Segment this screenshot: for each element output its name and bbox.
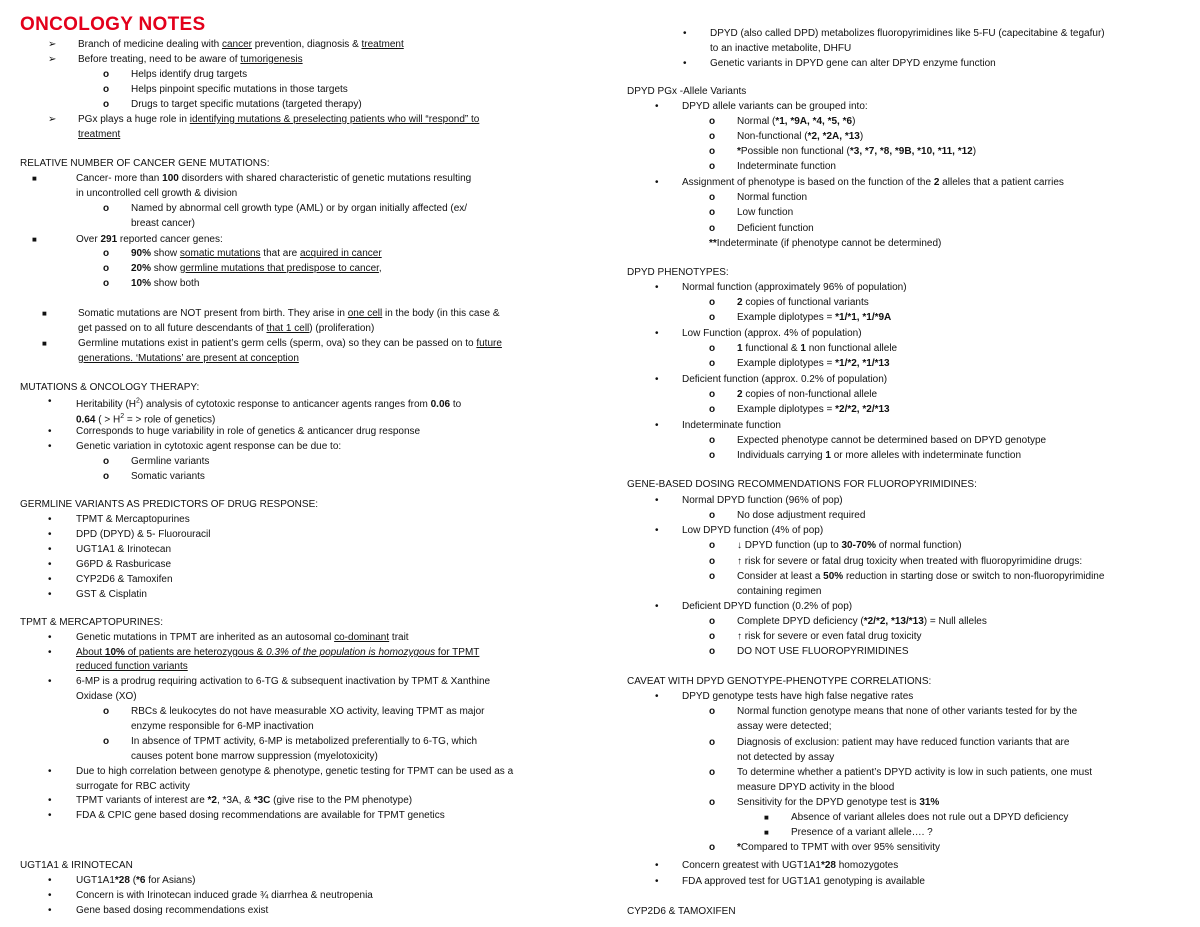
- dot-bullet-icon: •: [48, 632, 52, 643]
- list-item: ■ Absence of variant alleles does not rule out a DPYD deficiency: [764, 812, 1069, 823]
- dot-bullet-icon: •: [48, 544, 52, 555]
- circle-bullet-icon: o: [103, 84, 110, 95]
- circle-bullet-icon: o: [709, 616, 716, 627]
- list-item: • Genetic variation in cytotoxic agent response can be due to:: [48, 441, 342, 452]
- list-item: • Low DPYD function (4% of pop): [655, 525, 824, 536]
- intro-line-3-cont: treatment: [78, 129, 121, 140]
- circle-bullet-icon: o: [103, 263, 110, 274]
- list-item: o Example diplotypes = *1/*2, *1/*13: [709, 358, 890, 369]
- section-heading-allele: DPYD PGx -Allele Variants: [627, 86, 747, 97]
- list-item: o *Compared to TPMT with over 95% sensitivity: [709, 842, 941, 853]
- circle-bullet-icon: o: [709, 631, 716, 642]
- section-heading-phenotypes: DPYD PHENOTYPES:: [627, 267, 729, 278]
- dot-bullet-icon: •: [655, 420, 659, 431]
- list-item: o Individuals carrying 1 or more alleles with indeterminate function: [709, 450, 1022, 461]
- list-item: • Normal function (approximately 96% of population): [655, 282, 907, 293]
- list-item: o 2 copies of functional variants: [709, 297, 869, 308]
- list-item: • Due to high correlation between genotype & phenotype, genetic testing for TPMT can be used as a: [48, 766, 514, 777]
- list-item-note: **Indeterminate (if phenotype cannot be determined): [709, 238, 942, 249]
- list-item-cont: 0.64 ( > $H^2$ = > role of genetics): [76, 413, 216, 426]
- circle-bullet-icon: o: [709, 297, 716, 308]
- list-item: o Consider at least a 50% reduction in starting dose or switch to non-fluoropyrimidine: [709, 571, 1105, 582]
- list-item: ■ Presence of a variant allele…. ?: [764, 827, 933, 838]
- list-item: o To determine whether a patient’s DPYD activity is low in such patients, one must: [709, 767, 1092, 778]
- section-heading-germline: GERMLINE VARIANTS AS PREDICTORS OF DRUG RESPONSE:: [20, 499, 319, 510]
- list-item: • UGT1A1 & Irinotecan: [48, 544, 172, 555]
- circle-bullet-icon: o: [709, 146, 716, 157]
- circle-bullet-icon: o: [709, 706, 716, 717]
- list-item: ■ Cancer- more than 100 disorders with shared characteristic of genetic mutations resulting: [32, 173, 472, 184]
- list-item-cont: containing regimen: [737, 586, 822, 597]
- list-item: o ↑ risk for severe or even fatal drug toxicity: [709, 631, 922, 642]
- circle-bullet-icon: o: [709, 343, 716, 354]
- list-item: o Diagnosis of exclusion: patient may have reduced function variants that are: [709, 737, 1070, 748]
- list-item: • TPMT & Mercaptopurines: [48, 514, 190, 525]
- dot-bullet-icon: •: [48, 529, 52, 540]
- list-item: • DPYD genotype tests have high false negative rates: [655, 691, 914, 702]
- list-item: • GST & Cisplatin: [48, 589, 147, 600]
- dot-bullet-icon: •: [48, 676, 52, 687]
- circle-bullet-icon: o: [103, 706, 110, 717]
- section-heading-mutations: MUTATIONS & ONCOLOGY THERAPY:: [20, 382, 200, 393]
- list-item-cont: surrogate for RBC activity: [76, 781, 190, 792]
- arrow-bullet-icon: ➢: [48, 114, 57, 125]
- dot-bullet-icon: •: [48, 905, 52, 916]
- list-item-cont: Oxidase (XO): [76, 691, 137, 702]
- dot-bullet-icon: •: [683, 28, 687, 39]
- list-item: o 20% show germline mutations that predispose to cancer,: [103, 263, 382, 274]
- square-bullet-icon: ■: [32, 235, 37, 244]
- list-item: • FDA approved test for UGT1A1 genotyping is available: [655, 876, 925, 887]
- dot-bullet-icon: •: [48, 766, 52, 777]
- circle-bullet-icon: o: [103, 456, 110, 467]
- list-item: • Deficient function (approx. 0.2% of population): [655, 374, 888, 385]
- list-item: o Named by abnormal cell growth type (AML) or by organ initially affected (ex/: [103, 203, 468, 214]
- dot-bullet-icon: •: [48, 396, 52, 407]
- list-item: o ↑ risk for severe or fatal drug toxicity when treated with fluoropyrimidine drugs:: [709, 556, 1083, 567]
- list-item-cont: reduced function variants: [76, 661, 188, 672]
- dot-bullet-icon: •: [48, 795, 52, 806]
- list-item: • G6PD & Rasburicase: [48, 559, 172, 570]
- circle-bullet-icon: o: [103, 248, 110, 259]
- list-item: • 6-MP is a prodrug requiring activation to 6-TG & subsequent inactivation by TPMT & Xanthine: [48, 676, 491, 687]
- circle-bullet-icon: o: [709, 435, 716, 446]
- list-item: o Example diplotypes = *1/*1, *1/*9A: [709, 312, 892, 323]
- dot-bullet-icon: •: [48, 574, 52, 585]
- list-item: • Indeterminate function: [655, 420, 781, 431]
- list-item: • Normal DPYD function (96% of pop): [655, 495, 843, 506]
- dot-bullet-icon: •: [48, 426, 52, 437]
- dot-bullet-icon: •: [655, 328, 659, 339]
- circle-bullet-icon: o: [103, 99, 110, 110]
- section-heading-relative: RELATIVE NUMBER OF CANCER GENE MUTATIONS:: [20, 158, 270, 169]
- list-item: • Heritability $(H^2)$ analysis of cytotoxic response to anticancer agents ranges from 0.06 to: [48, 396, 462, 411]
- list-item: • Concern greatest with UGT1A1*28 homozygotes: [655, 860, 899, 871]
- square-bullet-icon: ■: [42, 309, 47, 318]
- list-item: o ↓ DPYD function (up to 30-70% of normal function): [709, 540, 962, 551]
- dot-bullet-icon: •: [48, 589, 52, 600]
- list-item: o Low function: [709, 207, 794, 218]
- list-item-cont: to an inactive metabolite, DHFU: [710, 43, 852, 54]
- list-item-cont: generations. ‘Mutations’ are present at conception: [78, 353, 299, 364]
- dot-bullet-icon: •: [655, 601, 659, 612]
- dot-bullet-icon: •: [48, 514, 52, 525]
- circle-bullet-icon: o: [103, 471, 110, 482]
- page-title: ONCOLOGY NOTES: [20, 14, 206, 35]
- dot-bullet-icon: •: [655, 101, 659, 112]
- list-item: o DO NOT USE FLUOROPYRIMIDINES: [709, 646, 909, 657]
- list-item: o 10% show both: [103, 278, 200, 289]
- circle-bullet-icon: o: [709, 312, 716, 323]
- list-item: • DPYD allele variants can be grouped into:: [655, 101, 868, 112]
- list-item: ■ Somatic mutations are NOT present from birth. They arise in one cell in the body (in this case &: [42, 308, 500, 319]
- list-item: o *Possible non functional (*3, *7, *8, *9B, *10, *11, *12): [709, 146, 977, 157]
- list-item: o Helps identify drug targets: [103, 69, 248, 80]
- list-item: • UGT1A1*28 (*6 for Asians): [48, 875, 196, 886]
- circle-bullet-icon: o: [103, 736, 110, 747]
- list-item-cont: in uncontrolled cell growth & division: [76, 188, 238, 199]
- dot-bullet-icon: •: [48, 890, 52, 901]
- circle-bullet-icon: o: [709, 767, 716, 778]
- circle-bullet-icon: o: [709, 207, 716, 218]
- circle-bullet-icon: o: [709, 223, 716, 234]
- list-item: o No dose adjustment required: [709, 510, 866, 521]
- dot-bullet-icon: •: [655, 495, 659, 506]
- list-item-cont: breast cancer): [131, 218, 195, 229]
- list-item: o Normal function genotype means that none of other variants tested for by the: [709, 706, 1078, 717]
- square-bullet-icon: ■: [32, 174, 37, 183]
- list-item-cont: enzyme responsible for 6-MP inactivation: [131, 721, 314, 732]
- circle-bullet-icon: o: [709, 737, 716, 748]
- list-item: • Corresponds to huge variability in role of genetics & anticancer drug response: [48, 426, 421, 437]
- list-item-cont: assay were detected;: [737, 721, 832, 732]
- list-item: o Indeterminate function: [709, 161, 836, 172]
- list-item: o Example diplotypes = *2/*2, *2/*13: [709, 404, 890, 415]
- list-item: • Genetic mutations in TPMT are inherited as an autosomal co-dominant trait: [48, 632, 409, 643]
- circle-bullet-icon: o: [103, 203, 110, 214]
- list-item: • Concern is with Irinotecan induced grade ¾ diarrhea & neutropenia: [48, 890, 373, 901]
- dot-bullet-icon: •: [48, 647, 52, 658]
- circle-bullet-icon: o: [103, 278, 110, 289]
- list-item: • FDA & CPIC gene based dosing recommendations are available for TPMT genetics: [48, 810, 445, 821]
- list-item: • About 10% of patients are heterozygous & 0.3% of the population is homozygous for TPMT: [48, 647, 480, 658]
- list-item: ■ Germline mutations exist in patient’s germ cells (sperm, ova) so they can be passed on to future: [42, 338, 502, 349]
- circle-bullet-icon: o: [709, 797, 716, 808]
- arrow-bullet-icon: ➢: [48, 54, 57, 65]
- list-item: • Gene based dosing recommendations exist: [48, 905, 269, 916]
- list-item: o Expected phenotype cannot be determined based on DPYD genotype: [709, 435, 1047, 446]
- dot-bullet-icon: •: [655, 860, 659, 871]
- list-item: o Sensitivity for the DPYD genotype test is 31%: [709, 797, 940, 808]
- list-item-cont: get passed on to all future descendants of that 1 cell) (proliferation): [78, 323, 375, 334]
- circle-bullet-icon: o: [709, 842, 716, 853]
- section-heading-cyp: CYP2D6 & TAMOXIFEN: [627, 906, 736, 917]
- circle-bullet-icon: o: [709, 131, 716, 142]
- dot-bullet-icon: •: [655, 876, 659, 887]
- list-item: o Complete DPYD deficiency (*2/*2, *13/*13) = Null alleles: [709, 616, 987, 627]
- circle-bullet-icon: o: [103, 69, 110, 80]
- list-item: • DPYD (also called DPD) metabolizes fluoropyrimidines like 5-FU (capecitabine & tegafur): [683, 28, 1105, 39]
- list-item: o RBCs & leukocytes do not have measurable XO activity, leaving TPMT as major: [103, 706, 485, 717]
- list-item-cont: not detected by assay: [737, 752, 835, 763]
- square-bullet-icon: ■: [764, 813, 769, 822]
- section-heading-caveat: CAVEAT WITH DPYD GENOTYPE-PHENOTYPE CORRELATIONS:: [627, 676, 932, 687]
- list-item: • Low Function (approx. 4% of population): [655, 328, 862, 339]
- list-item: o Normal function: [709, 192, 808, 203]
- circle-bullet-icon: o: [709, 556, 716, 567]
- list-item: • Genetic variants in DPYD gene can alter DPYD enzyme function: [683, 58, 996, 69]
- list-item: o 90% show somatic mutations that are acquired in cancer: [103, 248, 382, 259]
- intro-line-3: ➢ PGx plays a huge role in identifying mutations & preselecting patients who will “respond” to: [48, 114, 480, 125]
- list-item: • CYP2D6 & Tamoxifen: [48, 574, 173, 585]
- dot-bullet-icon: •: [655, 177, 659, 188]
- circle-bullet-icon: o: [709, 161, 716, 172]
- list-item: o Drugs to target specific mutations (targeted therapy): [103, 99, 362, 110]
- circle-bullet-icon: o: [709, 450, 716, 461]
- list-item: • Deficient DPYD function (0.2% of pop): [655, 601, 853, 612]
- list-item: ■ Over 291 reported cancer genes:: [32, 234, 223, 245]
- list-item: • DPD (DPYD) & 5- Fluorouracil: [48, 529, 211, 540]
- dot-bullet-icon: •: [655, 282, 659, 293]
- list-item-cont: measure DPYD activity in the blood: [737, 782, 895, 793]
- circle-bullet-icon: o: [709, 571, 716, 582]
- circle-bullet-icon: o: [709, 646, 716, 657]
- list-item: o 2 copies of non-functional allele: [709, 389, 878, 400]
- dot-bullet-icon: •: [655, 525, 659, 536]
- list-item-cont: causes potent bone marrow suppression (myelotoxicity): [131, 751, 378, 762]
- up-arrow-icon: ↑: [737, 631, 742, 642]
- up-arrow-icon: ↑: [737, 556, 742, 567]
- dot-bullet-icon: •: [655, 374, 659, 385]
- intro-line-2: ➢ Before treating, need to be aware of tumorigenesis: [48, 54, 303, 65]
- circle-bullet-icon: o: [709, 116, 716, 127]
- arrow-bullet-icon: ➢: [48, 39, 57, 50]
- square-bullet-icon: ■: [42, 339, 47, 348]
- section-heading-dosing: GENE-BASED DOSING RECOMMENDATIONS FOR FLUOROPYRIMIDINES:: [627, 479, 977, 490]
- intro-line-1: ➢ Branch of medicine dealing with cancer prevention, diagnosis & treatment: [48, 39, 404, 50]
- square-bullet-icon: ■: [764, 828, 769, 837]
- dot-bullet-icon: •: [48, 559, 52, 570]
- list-item: • Assignment of phenotype is based on the function of the 2 alleles that a patient carries: [655, 177, 1064, 188]
- circle-bullet-icon: o: [709, 192, 716, 203]
- circle-bullet-icon: o: [709, 540, 716, 551]
- circle-bullet-icon: o: [709, 358, 716, 369]
- section-heading-tpmt: TPMT & MERCAPTOPURINES:: [20, 617, 163, 628]
- list-item: o Non-functional (*2, *2A, *13): [709, 131, 864, 142]
- dot-bullet-icon: •: [683, 58, 687, 69]
- dot-bullet-icon: •: [48, 441, 52, 452]
- down-arrow-icon: ↓: [737, 540, 742, 551]
- list-item: o Deficient function: [709, 223, 814, 234]
- section-heading-ugt: UGT1A1 & IRINOTECAN: [20, 860, 133, 871]
- list-item: o Germline variants: [103, 456, 210, 467]
- circle-bullet-icon: o: [709, 510, 716, 521]
- dot-bullet-icon: •: [48, 875, 52, 886]
- dot-bullet-icon: •: [655, 691, 659, 702]
- circle-bullet-icon: o: [709, 404, 716, 415]
- list-item: o In absence of TPMT activity, 6-MP is metabolized preferentially to 6-TG, which: [103, 736, 478, 747]
- list-item: o Somatic variants: [103, 471, 205, 482]
- circle-bullet-icon: o: [709, 389, 716, 400]
- list-item: o Helps pinpoint specific mutations in those targets: [103, 84, 348, 95]
- list-item: • TPMT variants of interest are *2, *3A, & *3C (give rise to the PM phenotype): [48, 795, 413, 806]
- dot-bullet-icon: •: [48, 810, 52, 821]
- list-item: o 1 functional & 1 non functional allele: [709, 343, 898, 354]
- list-item: o Normal (*1, *9A, *4, *5, *6): [709, 116, 856, 127]
